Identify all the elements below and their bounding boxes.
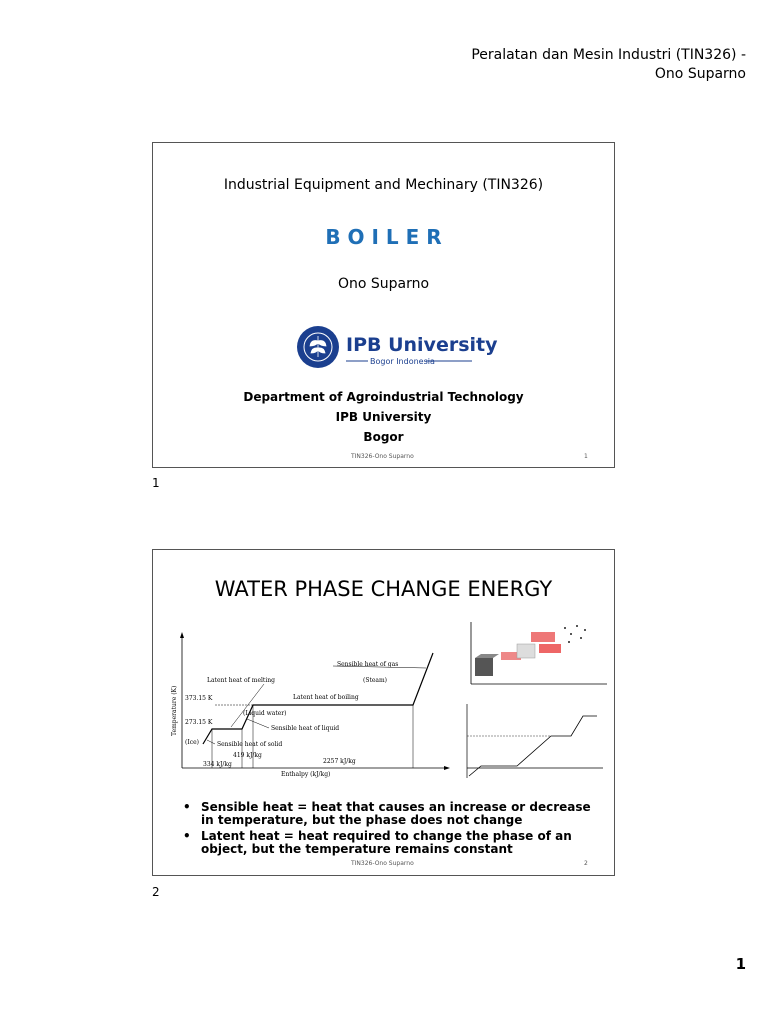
bullet-text: Sensible heat = heat that causes an increase or decrease in temperature, but the phase does not change (201, 800, 591, 827)
slide-footer: TIN326-Ono Suparno (351, 860, 414, 867)
ipb-university-logo (296, 325, 498, 375)
bullet-latent-heat (175, 830, 598, 856)
logo-wordmark: IPB University (346, 334, 498, 356)
university-line: IPB University (335, 410, 432, 424)
slide-2 (152, 549, 615, 876)
y-tick-373: 373.15 K (185, 695, 213, 702)
slide-number: 2 (584, 860, 588, 867)
x-axis-label: Enthalpy (kJ/kg) (281, 771, 331, 778)
heating-curve-small (447, 700, 609, 782)
phase-diagram-small (461, 618, 609, 692)
label-latent-melting: Latent heat of melting (207, 677, 275, 684)
bullet-dot: • (183, 800, 191, 814)
bullet-text: Latent heat = heat required to change the phase of an object, but the temperature remains constant (201, 829, 572, 856)
header-line-2: Ono Suparno (654, 66, 746, 82)
label-2257: 2257 kJ/kg (323, 758, 356, 765)
author-name: Ono Suparno (337, 276, 430, 292)
slide-2-label: 2 (152, 885, 160, 899)
label-liquid-water: (Liquid water) (243, 710, 287, 717)
label-steam: (Steam) (363, 677, 388, 684)
header-line-1: Peralatan dan Mesin Industri (TIN326) - (471, 47, 746, 63)
slide-1-label: 1 (152, 476, 160, 490)
slide-title: WATER PHASE CHANGE ENERGY (214, 577, 553, 601)
label-sensible-solid: Sensible heat of solid (217, 741, 283, 748)
slide-1 (152, 142, 615, 468)
course-title: Industrial Equipment and Mechinary (TIN326) (223, 177, 544, 193)
label-419: 419 kJ/kg (233, 752, 262, 759)
bullet-dot: • (183, 829, 191, 843)
phase-change-graph (167, 628, 451, 778)
y-axis-label: Temperature (K) (171, 685, 178, 736)
slide-number: 1 (584, 453, 588, 460)
label-334: 334 kJ/kg (203, 761, 232, 768)
logo-subtitle: Bogor Indonesia (370, 357, 435, 366)
label-sensible-liquid: Sensible heat of liquid (271, 725, 340, 732)
page-number: 1 (735, 955, 746, 973)
slide-title-boiler: B O I L E R (325, 225, 442, 249)
bullet-sensible-heat (175, 801, 598, 827)
label-latent-boiling: Latent heat of boiling (293, 694, 359, 701)
page-header (471, 46, 746, 84)
label-ice: (Ice) (185, 739, 199, 746)
city-line: Bogor (363, 430, 404, 444)
slide-footer: TIN326-Ono Suparno (351, 453, 414, 460)
department-line: Department of Agroindustrial Technology (243, 390, 524, 404)
label-sensible-gas: Sensible heat of gas (337, 661, 399, 668)
y-tick-273: 273.15 K (185, 719, 213, 726)
